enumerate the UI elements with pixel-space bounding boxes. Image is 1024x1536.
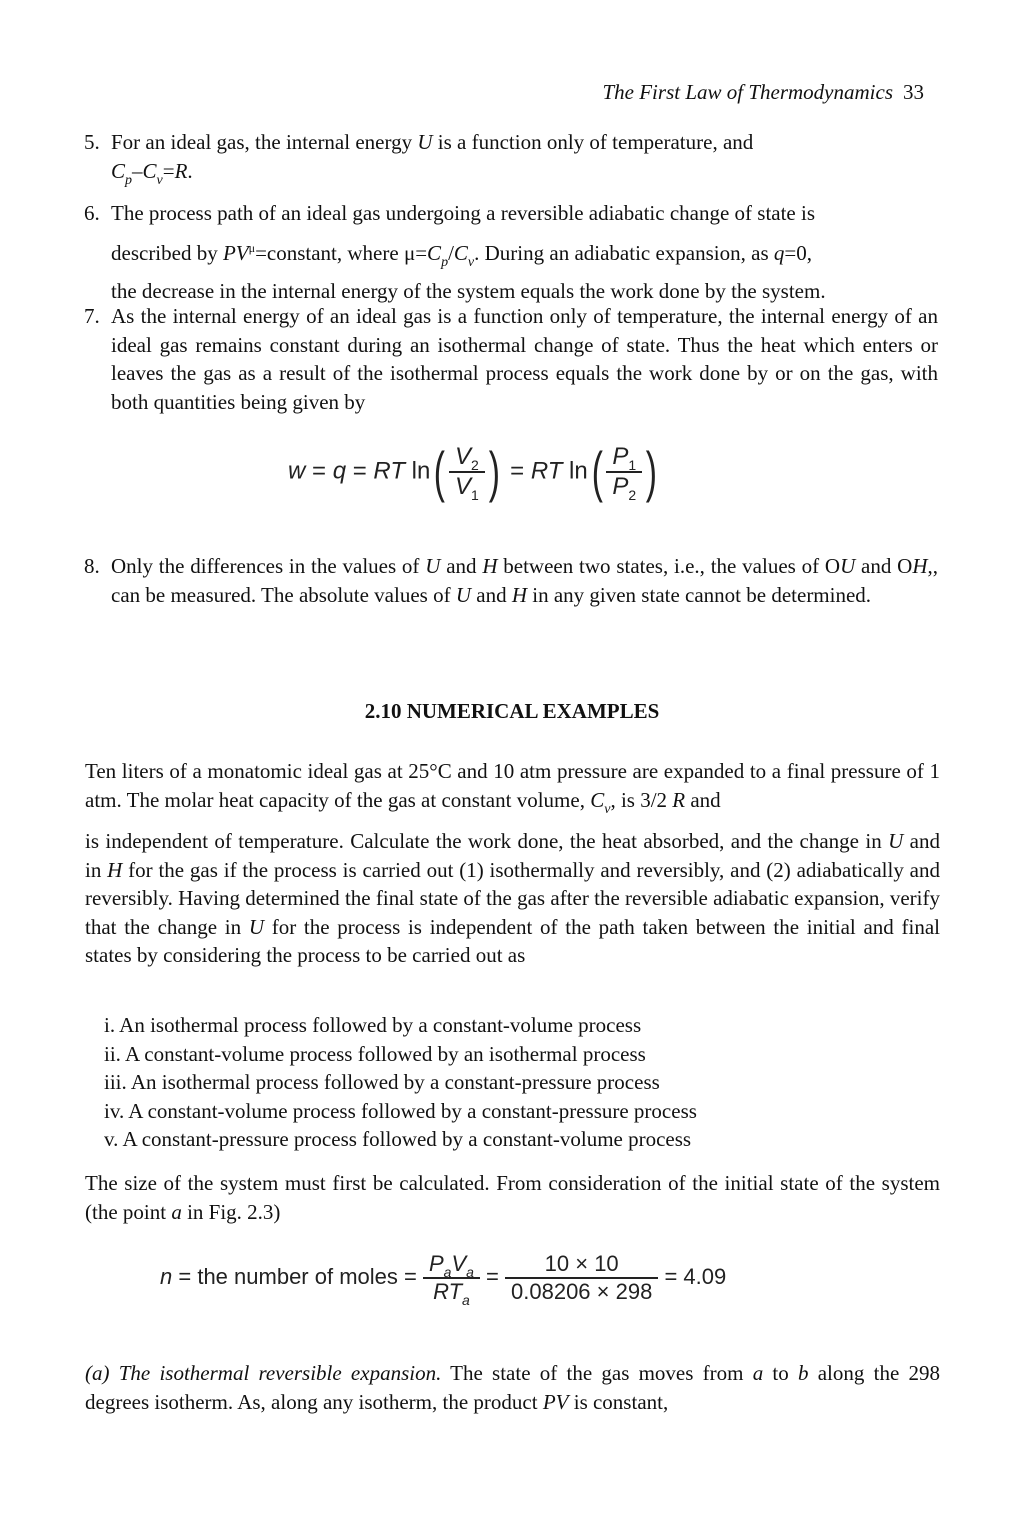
list-item-7: 7. As the internal energy of an ideal gas is a function only of temperature, the internal energy of an ideal gas remains constant during an isothermal change of state. Thus the heat which enters or leaves the gas as a result of the isothermal process equals the work done by or on the gas, with both quantities being given by	[84, 304, 938, 414]
problem-paragraph: Ten liters of a monatomic ideal gas at 25°C and 10 atm pressure are expanded to a final pressure of 1 atm. The molar heat capacity of the gas at constant volume, $C_v$, is 3/2 R and is independent of temperature. Calculate the work done, the heat absorbed, and the change in U and in H for the gas if the process is carried out (1) isothermally and reversibly, and (2) adiabatically and reversibly. Having determined the final state of the gas after the reversible adiabatic expansion, verify that the change in U for the process is independent of the path taken between the initial and final states by considering the process to be carried out as	[85, 759, 940, 967]
list-item: ii. A constant-volume process followed by an isothermal process	[104, 1041, 646, 1066]
page-number: 33	[903, 80, 924, 104]
list-item: v. A constant-pressure process followed by a constant-volume process	[104, 1127, 692, 1151]
list-item-8: 8. Only the differences in the values of U and H between two states, i.e., the values of OU and OH,, can be measured. The absolute values of U and H in any given state cannot be determined.	[84, 554, 938, 607]
system-size-paragraph: The size of the system must first be calculated. From consideration of the initial state of the system (the point a in Fig. 2.3)	[85, 1171, 940, 1224]
section-heading: 2.10 NUMERICAL EXAMPLES	[364, 699, 660, 723]
list-item-5: 5. For an ideal gas, the internal energy U is a function only of temperature, and $C_p-C_v=R$.	[84, 130, 754, 188]
equation-moles: n = the number of moles = $\frac{P_aV_a}{RT_a}$ = $\frac{10 \times 10}{0.08206 \times 298}$ = 4.09	[160, 1251, 727, 1308]
list-item: iii. An isothermal process followed by a constant-pressure process	[104, 1070, 660, 1094]
list-item-6: 6. The process path of an ideal gas undergoing a reversible adiabatic change of state is described by $PV^\mu=constant$, where $\mu=C_p/C_v$. During an adiabatic expansion, as q=0, the decrease in the internal energy of the system equals the work done by the system.	[84, 201, 826, 303]
path-list	[104, 1011, 697, 1154]
equation-work-heat: w = q = RT ln( $\frac{V_2}{V_1}$ ) = RT ln( $\frac{P_1}{P_2}$ )	[288, 440, 658, 503]
header-title: The First Law of Thermodynamics	[602, 80, 893, 104]
list-item: iv. A constant-volume process followed by a constant-pressure process	[104, 1098, 697, 1123]
running-header	[602, 80, 924, 105]
list-item: i. An isothermal process followed by a constant-volume process	[104, 1013, 642, 1037]
isothermal-paragraph: (a) The isothermal reversible expansion. The state of the gas moves from a to b along the 298 degrees isotherm. As, along any isotherm, the product PV is constant,	[85, 1361, 940, 1414]
